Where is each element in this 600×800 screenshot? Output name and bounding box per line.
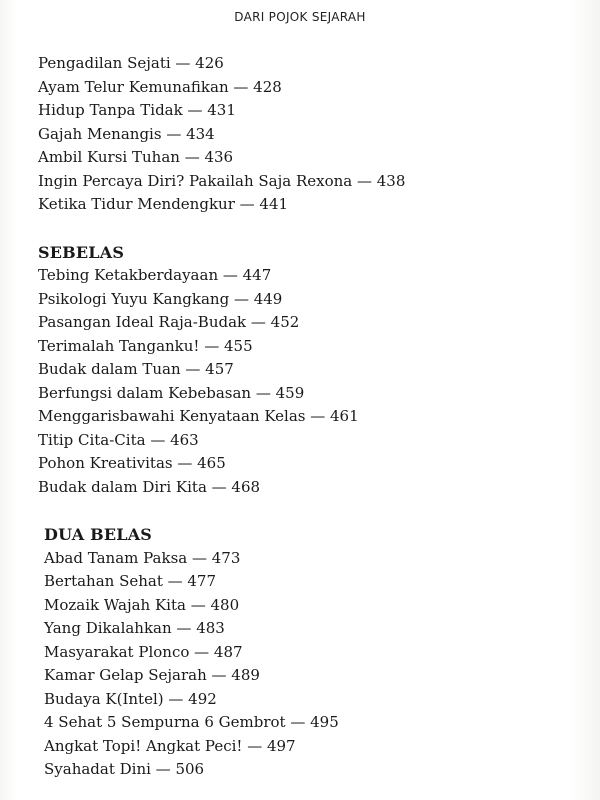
toc-entry: Terimalah Tanganku! — 455 bbox=[38, 336, 253, 355]
toc-entry: Budak dalam Tuan — 457 bbox=[38, 360, 234, 378]
toc-entry-list bbox=[38, 264, 558, 499]
toc-entry: Tebing Ketakberdayaan — 447 bbox=[38, 266, 272, 284]
toc-entry: Masyarakat Plonco — 487 bbox=[44, 642, 243, 661]
toc-entry: Budaya K(Intel) — 492 bbox=[44, 689, 217, 708]
section-title: SEBELAS bbox=[38, 242, 125, 262]
toc-entry: Ayam Telur Kemunafikan — 428 bbox=[38, 77, 282, 96]
toc-entry: Ambil Kursi Tuhan — 436 bbox=[38, 148, 234, 166]
toc-section-sebelas bbox=[38, 241, 558, 500]
toc-entry: Bertahan Sehat — 477 bbox=[44, 572, 217, 590]
toc-entry: Pengadilan Sejati — 426 bbox=[38, 54, 224, 72]
toc-entry-list bbox=[38, 52, 558, 217]
toc-entry: Ketika Tidur Mendengkur — 441 bbox=[38, 195, 289, 213]
toc-section-dua-belas bbox=[44, 523, 558, 782]
toc-entry: Titip Cita-Cita — 463 bbox=[38, 430, 199, 449]
toc-entry: Gajah Menangis — 434 bbox=[38, 124, 215, 143]
toc-section-continued bbox=[38, 52, 558, 217]
toc-entry: Angkat Topi! Angkat Peci! — 497 bbox=[44, 736, 296, 755]
toc-entry: Budak dalam Diri Kita — 468 bbox=[38, 477, 261, 496]
toc-entry: Pohon Kreativitas — 465 bbox=[38, 454, 226, 472]
toc-entry: 4 Sehat 5 Sempurna 6 Gembrot — 495 bbox=[44, 713, 339, 731]
toc-entry: Yang Dikalahkan — 483 bbox=[44, 619, 225, 637]
toc-entry: Syahadat Dini — 506 bbox=[44, 760, 205, 778]
section-title: DUA BELAS bbox=[44, 525, 153, 544]
toc-entry: Mozaik Wajah Kita — 480 bbox=[44, 595, 240, 614]
toc-entry: Pasangan Ideal Raja-Budak — 452 bbox=[38, 313, 300, 331]
toc-entry: Ingin Percaya Diri? Pakailah Saja Rexona — 438 bbox=[38, 171, 406, 190]
toc-entry: Menggarisbawahi Kenyataan Kelas — 461 bbox=[38, 407, 359, 425]
toc-entry: Berfungsi dalam Kebebasan — 459 bbox=[38, 383, 305, 402]
toc-entry: Psikologi Yuyu Kangkang — 449 bbox=[38, 289, 283, 308]
table-of-contents bbox=[38, 52, 558, 782]
toc-entry: Abad Tanam Paksa — 473 bbox=[44, 548, 241, 567]
toc-entry: Hidup Tanpa Tidak — 431 bbox=[38, 101, 236, 119]
toc-entry-list bbox=[44, 547, 558, 782]
toc-entry: Kamar Gelap Sejarah — 489 bbox=[44, 666, 260, 684]
running-head: DARI POJOK SEJARAH bbox=[234, 10, 366, 24]
